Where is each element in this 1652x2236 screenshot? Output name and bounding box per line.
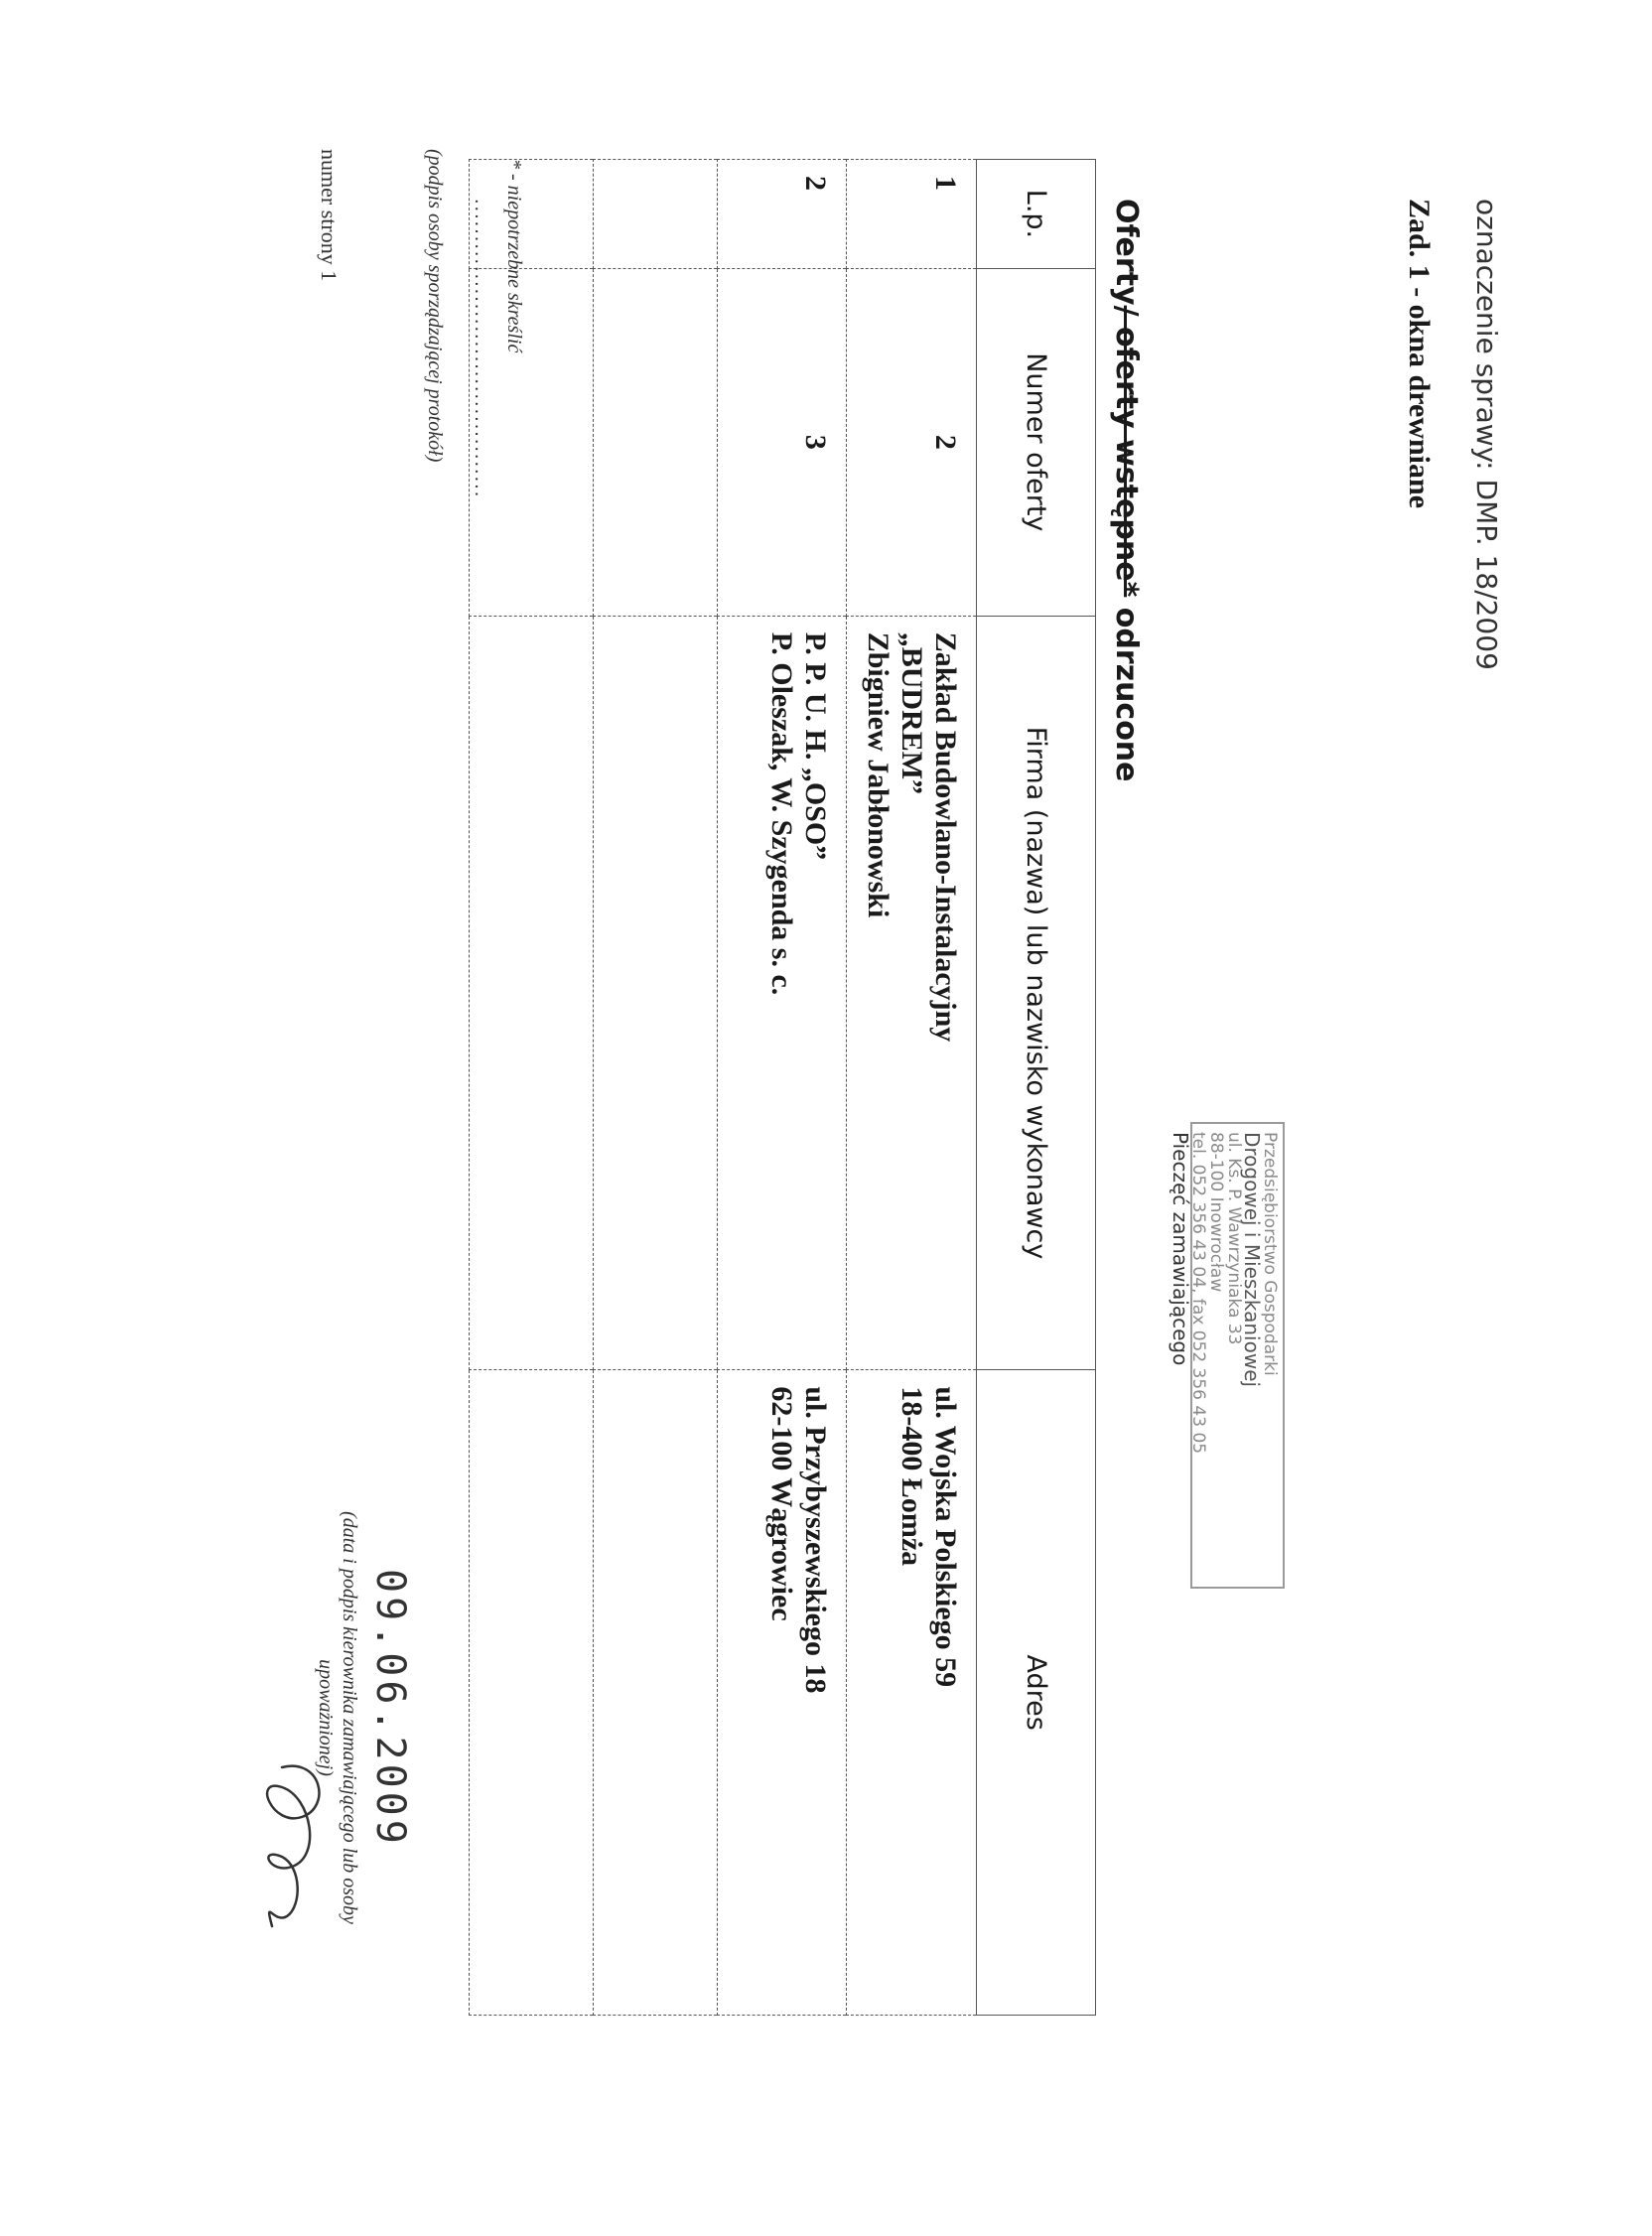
header-offer-number: Numer oferty [977,268,1096,616]
company-stamp: Przedsiębiorstwo Gospodarki Drogowej i Mieszkaniowej ul. Ks. P. Wawrzyniaka 33 88-100 Inowrocław tel. 052 356 43 04, fax 052 356 43 05 Pieczęć zamawiającego [1190,1122,1285,1589]
handwritten-signature [232,1747,342,1946]
table-row [847,160,977,2016]
preparer-caption: (podpis osoby sporządzającej protokół) [424,149,446,463]
row-firm: Zakład Budowlano-Instalacyjny „BUDREM” Zbigniew Jabłonowski [847,616,977,1370]
table-row [718,160,847,2016]
table-header-row [977,160,1096,2016]
footnote: * - niepotrzebne skreślić [503,159,525,353]
case-reference: oznaczenie sprawy: DMP. 18/2009 [1470,199,1503,670]
row-lp: 1 [847,160,977,269]
row-offer-number: 3 [718,268,847,616]
table-row-empty [594,160,718,2016]
handwritten-date: 09.06.2009 [367,1569,413,1848]
header-address: Adres [977,1370,1096,2016]
header-lp: L.p. [977,160,1096,269]
section-heading: Oferty/ oferty wstępne* odrzucone [1109,199,1144,782]
page-number: numer strony 1 [317,149,342,282]
header-firm: Firma (nazwa) lub nazwisko wykonawcy [977,616,1096,1370]
signature-line-left: ........................................ [471,199,492,499]
row-firm: P. P. U. H. „OSO” P. Oleszak, W. Szygenda s. c. [718,616,847,1370]
row-address: ul. Wojska Polskiego 59 18-400 Łomża [847,1370,977,2016]
row-address: ul. Przybyszewskiego 18 62-100 Wągrowiec [718,1370,847,2016]
manager-caption: (data i podpis kierownika zamawiającego lub osoby upoważnionej) [315,1511,360,1924]
task-title: Zad. 1 - okna drewniane [1403,199,1436,509]
rejected-offers-table [469,159,1096,2016]
row-offer-number: 2 [847,268,977,616]
row-lp: 2 [718,160,847,269]
